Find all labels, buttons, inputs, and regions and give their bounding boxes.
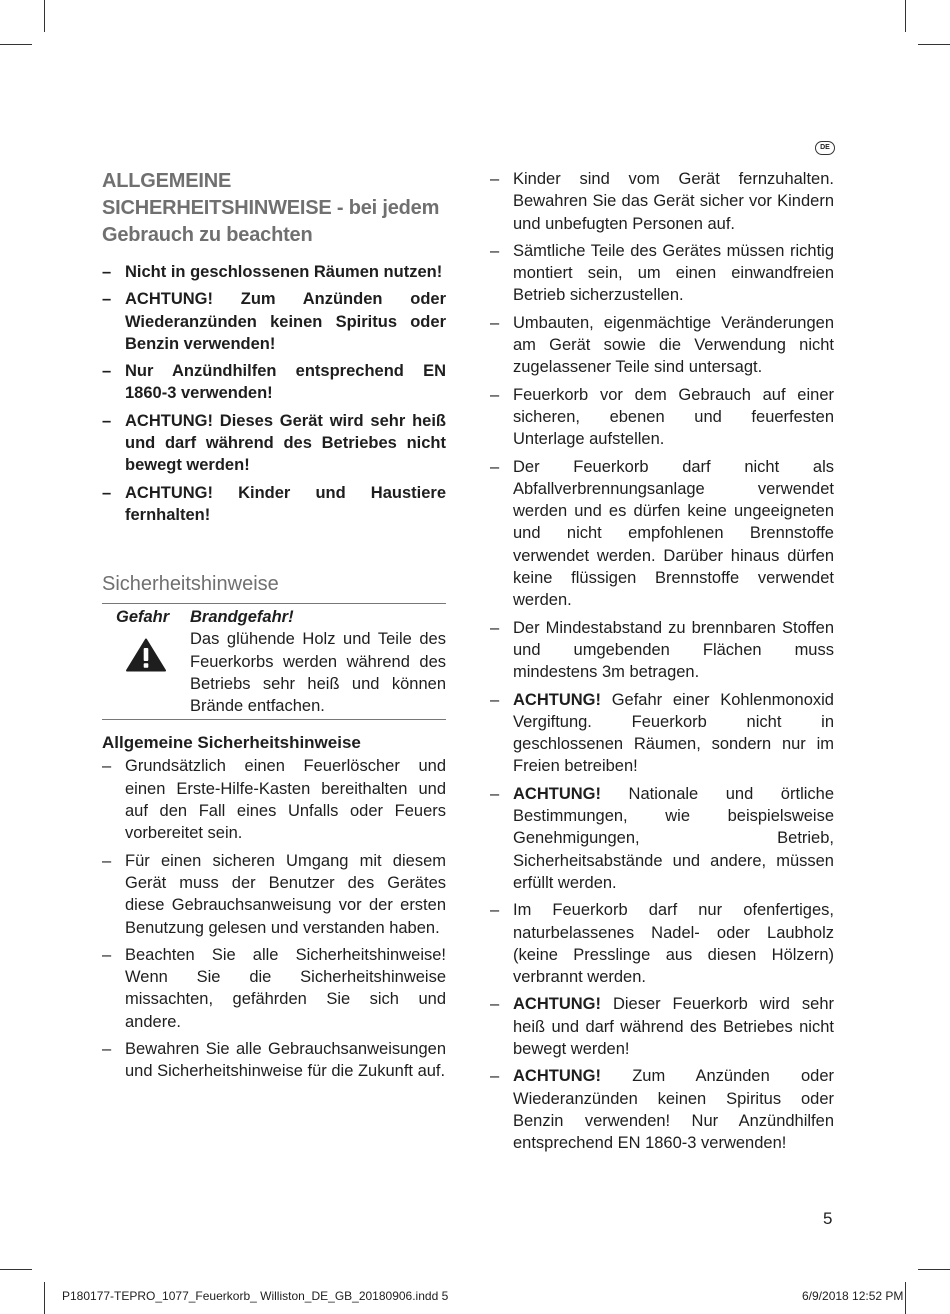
item-text: Feuerkorb vor dem Gebrauch auf einer sicheren, ebenen und feuerfesten Unterlage aufstellen. [513, 385, 834, 449]
language-badge: DE [815, 141, 835, 155]
dash-bullet: – [490, 784, 500, 803]
hazard-text: Das glühende Holz und Teile des Feuerkorbs werden während des Betriebs sehr heiß und können Brände entfachen. [190, 630, 446, 716]
safety-item [490, 1065, 834, 1154]
safety-item [490, 617, 834, 684]
dash-bullet: – [490, 170, 500, 188]
safety-item [490, 783, 834, 894]
warning-item [102, 261, 446, 283]
warning-item [102, 360, 446, 405]
dash-bullet: – [490, 241, 500, 260]
item-text: Bewahren Sie alle Gebrauchsanweisungen und Sicherheitshinweise für die Zukunft auf. [125, 1040, 446, 1081]
item-text: Kinder sind vom Gerät fernzuhalten. Bewahren Sie das Gerät sicher vor Kindern und unbefugten Personen auf. [513, 170, 834, 233]
general-item [102, 755, 446, 844]
safety-item [490, 993, 834, 1060]
safety-item [490, 384, 834, 451]
dash-bullet: – [490, 385, 500, 404]
dash-bullet: – [490, 313, 500, 332]
crop-mark [905, 1282, 906, 1314]
general-title: Allgemeine Sicherheitshinweise [102, 733, 361, 753]
warning-item [102, 288, 446, 355]
dash-bullet: – [490, 901, 500, 920]
right-column [490, 168, 834, 1159]
dash-bullet: – [102, 757, 112, 776]
item-text: Beachten Sie alle Sicherheitshinweise! Wenn Sie die Sicherheitshinweise missachten, gefährden Sie sich und andere. [125, 945, 446, 1031]
section-title: Sicherheitshinweise [102, 573, 279, 596]
crop-mark [44, 1282, 45, 1314]
item-emphasis: ACHTUNG! [513, 995, 601, 1014]
crop-mark [0, 44, 32, 45]
item-text: Grundsätzlich einen Feuerlöscher und einen Erste-Hilfe-Kasten bereithalten und auf den Fall eines Unfalls oder Feuers vorbereitet sein. [125, 757, 446, 843]
footer-file: P180177-TEPRO_1077_Feuerkorb_ Williston_DE_GB_20180906.indd 5 [62, 1289, 449, 1303]
warning-item [102, 410, 446, 477]
dash-bullet: – [490, 995, 500, 1014]
item-text: ACHTUNG! Zum Anzünden oder Wiederanzünden keinen Spiritus oder Benzin verwenden! [125, 290, 446, 353]
dash-bullet: – [102, 290, 112, 309]
crop-mark [44, 0, 45, 32]
item-text: Umbauten, eigenmächtige Veränderungen am Gerät sowie die Verwendung nicht zugelassener Teile sind untersagt. [513, 313, 834, 377]
item-text: Nationale und örtliche Bestimmungen, wie beispielsweise Genehmigungen, Betrieb, Sicherheitsabstände und andere, müssen erfüllt werden. [513, 784, 834, 892]
dash-bullet: – [490, 1067, 500, 1086]
safety-item [490, 312, 834, 379]
item-text: Im Feuerkorb darf nur ofenfertiges, naturbelassenes Nadel- oder Laubholz (keine Presslinge aus diesen Hölzern) verbrannt werden. [513, 901, 834, 987]
hazard-level: Gefahr [116, 608, 170, 627]
dash-bullet: – [102, 945, 112, 964]
item-text: Gefahr einer Kohlenmonoxid Vergiftung. Feuerkorb nicht in geschlossenen Räumen, sondern nur im Freien betreiben! [513, 690, 834, 776]
item-text: Sämtliche Teile des Gerätes müssen richtig montiert sein, um einen einwandfreien Betrieb sicherzustellen. [513, 241, 834, 305]
safety-item [490, 240, 834, 307]
dash-bullet: – [102, 362, 112, 381]
page-number: 5 [823, 1209, 833, 1228]
general-item [102, 1038, 446, 1083]
item-emphasis: ACHTUNG! [513, 1067, 601, 1086]
safety-item [490, 899, 834, 988]
left-column [102, 168, 446, 1088]
crop-mark [918, 44, 950, 45]
crop-mark [905, 0, 906, 32]
dash-bullet: – [490, 457, 500, 476]
item-text: ACHTUNG! Kinder und Haustiere fernhalten! [125, 483, 446, 524]
dash-bullet: – [102, 411, 112, 430]
item-text: Nicht in geschlossenen Räumen nutzen! [125, 263, 443, 281]
safety-item [490, 168, 834, 235]
item-emphasis: ACHTUNG! [513, 690, 601, 709]
general-item [102, 944, 446, 1033]
crop-mark [0, 1269, 32, 1270]
warning-triangle-icon [126, 638, 166, 672]
hazard-heading [102, 606, 446, 628]
item-text: Für einen sicheren Umgang mit diesem Gerät muss der Benutzer des Gerätes diese Gebrauchsanweisung vor der ersten Benutzung gelesen und verstanden haben. [125, 851, 446, 937]
warning-item [102, 482, 446, 527]
dash-bullet: – [102, 851, 112, 870]
hazard-box [102, 603, 446, 720]
general-list [102, 755, 446, 1082]
item-text: Nur Anzündhilfen entsprechend EN 1860-3 verwenden! [125, 362, 446, 403]
dash-bullet: – [490, 618, 500, 637]
safety-item [490, 689, 834, 778]
item-text: Zum Anzünden oder Wiederanzünden keinen Spiritus oder Benzin verwenden! Nur Anzündhilfen entsprechend EN 1860-3 verwenden! [513, 1067, 834, 1153]
footer-date: 6/9/2018 12:52 PM [802, 1289, 904, 1303]
item-emphasis: ACHTUNG! [513, 784, 601, 803]
safety-item [490, 456, 834, 612]
item-text: Der Mindestabstand zu brennbaren Stoffen und umgebenden Flächen muss mindestens 3m betragen. [513, 618, 834, 682]
dash-bullet: – [490, 690, 500, 709]
item-text: Dieser Feuerkorb wird sehr heiß und darf während des Betriebes nicht bewegt werden! [513, 995, 834, 1058]
dash-bullet: – [102, 1040, 112, 1059]
dash-bullet: – [102, 263, 112, 281]
hazard-title: Brandgefahr! [190, 608, 294, 627]
general-item [102, 850, 446, 939]
main-title: ALLGEMEINE SICHERHEITSHINWEISE - bei jedem Gebrauch zu beachten [102, 170, 440, 246]
item-text: Der Feuerkorb darf nicht als Abfallverbrennungsanlage verwendet werden und es dürfen keine ungeeigneten und nicht empfohlenen Brennstoffe verwendet werden. Darüber hinaus dürfen keine flüssigen Brennstoffe verwendet werden. [513, 457, 834, 610]
item-text: ACHTUNG! Dieses Gerät wird sehr heiß und darf während des Betriebes nicht bewegt werden! [125, 411, 446, 475]
crop-mark [918, 1269, 950, 1270]
right-list [490, 168, 834, 1154]
warnings-list [102, 261, 446, 526]
dash-bullet: – [102, 483, 112, 502]
